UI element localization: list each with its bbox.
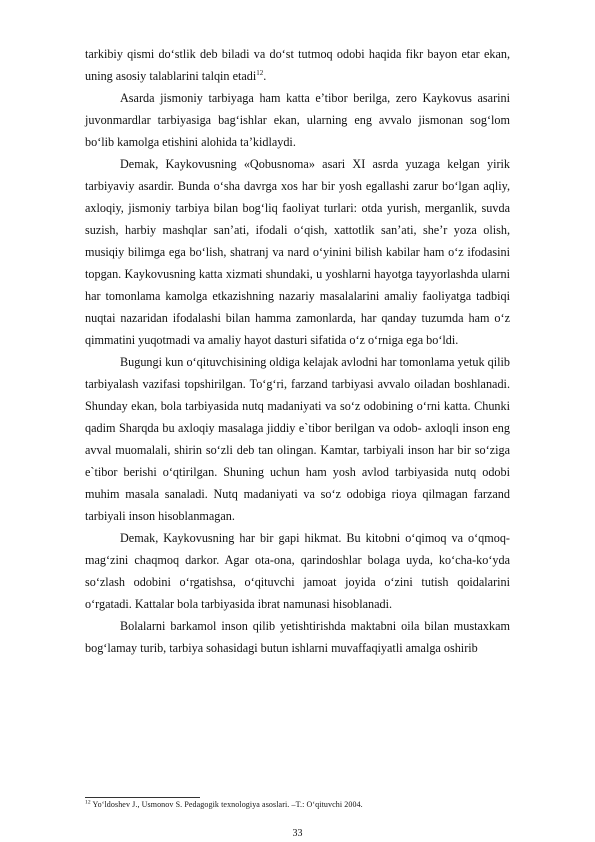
paragraph-3: Demak, Kaykovusning «Qobusnoma» asari XI asrda yuzaga kelgan yirik tarbiyaviy asardir. Bunda o‘sha davrga xos har bir yosh egallashi zarur bo‘lgan aqliy, axloqiy, jismoniy tarbiya bilan bog‘liq faoliyat turlari: otda yurish, merganlik, suvda suzish, harbiy mashqlar san’ati, ifodali o‘qish, xattotlik san’ati, she’r yoza olish, musiqiy bilimga ega bo‘lish, shatranj va nard o‘yinini bilish kabilar ham o‘z ifodasini topgan. Kaykovusning katta xizmati shundaki, u yoshlarni hayotga tayyorlashda ularni har tomonlama kamolga etkazishning nazariy masalalarini amaliy faoliyatga tadbiqi nuqtai nazaridan ifodalashi bilan hamma zamonlarda, har qanday tuzumda ham o‘z qimmatini yuqotmadi va amaliy hayot dasturi sifatida o‘z o‘rniga ega bo‘ldi. [85, 157, 510, 347]
footnote-divider [85, 797, 200, 798]
footnote-number: 12 [85, 799, 91, 806]
paragraph-1: tarkibiy qismi do‘stlik deb biladi va do‘st tutmoq odobi haqida fikr bayon etar ekan, uning asosiy talablarini talqin etadi$^{12}$. [85, 47, 510, 83]
paragraph-2: Asarda jismoniy tarbiyaga ham katta e’tibor berilga, zero Kaykovus asarini juvonmardlar tarbiyasiga bag‘ishlar ekan, ularning eng avvalo jismonan sog‘lom bo‘lib kamolga etishini alohida ta’kidlaydi. [85, 91, 510, 149]
paragraph-4: Bugungi kun o‘qituvchisining oldiga kelajak avlodni har tomonlama yetuk qilib tarbiyalash vazifasi topshirilgan. To‘g‘ri, farzand tarbiyasi avvalo oiladan boshlanadi. Shunday ekan, bola tarbiyasida nutq madaniyati va so‘z odobining o‘rni katta. Chunki qadim Sharqda bu axloqiy masalaga jiddiy e`tibor berilgan va odob- axloqli inson eng avval muomalali, shirin so‘zli deb tan olingan. Kamtar, tarbiyali inson har bir so‘ziga e`tibor berishi o‘qtirilgan. Shuning uchun ham yosh avlod tarbiyasida nutq odobi muhim masala sanaladi. Nutq madaniyati va so‘z odobiga rioya qilmagan farzand tarbiyali inson hisoblanmagan. [85, 355, 510, 523]
paragraph-5: Demak, Kaykovusning har bir gapi hikmat. Bu kitobni o‘qimoq va o‘qmoq-mag‘zini chaqmoq darkor. Agar ota-ona, qarindoshlar bolaga uyda, ko‘cha-ko‘yda so‘zlash odobini o‘rgatishsa, o‘qituvchi jamoat joyida o‘zini tutish qoidalarini o‘rgatadi. Kattalar bola tarbiyasida ibrat namunasi hisoblanadi. [85, 531, 510, 611]
footnote-text: Yo‘ldoshev J., Usmonov S. Pedagogik texnologiya asoslari. –T.: O‘qituvchi 2004. [92, 800, 363, 809]
paragraph-6: Bolalarni barkamol inson qilib yetishtirishda maktabni oila bilan mustaxkam bog‘lamay turib, tarbiya sohasidagi butun ishlarni muvaffaqiyatli amalga oshirib [85, 619, 510, 655]
body-text [85, 43, 510, 659]
footnote-reference: 12 [256, 68, 264, 77]
footnote [85, 800, 510, 810]
page-number: 33 [292, 828, 303, 839]
